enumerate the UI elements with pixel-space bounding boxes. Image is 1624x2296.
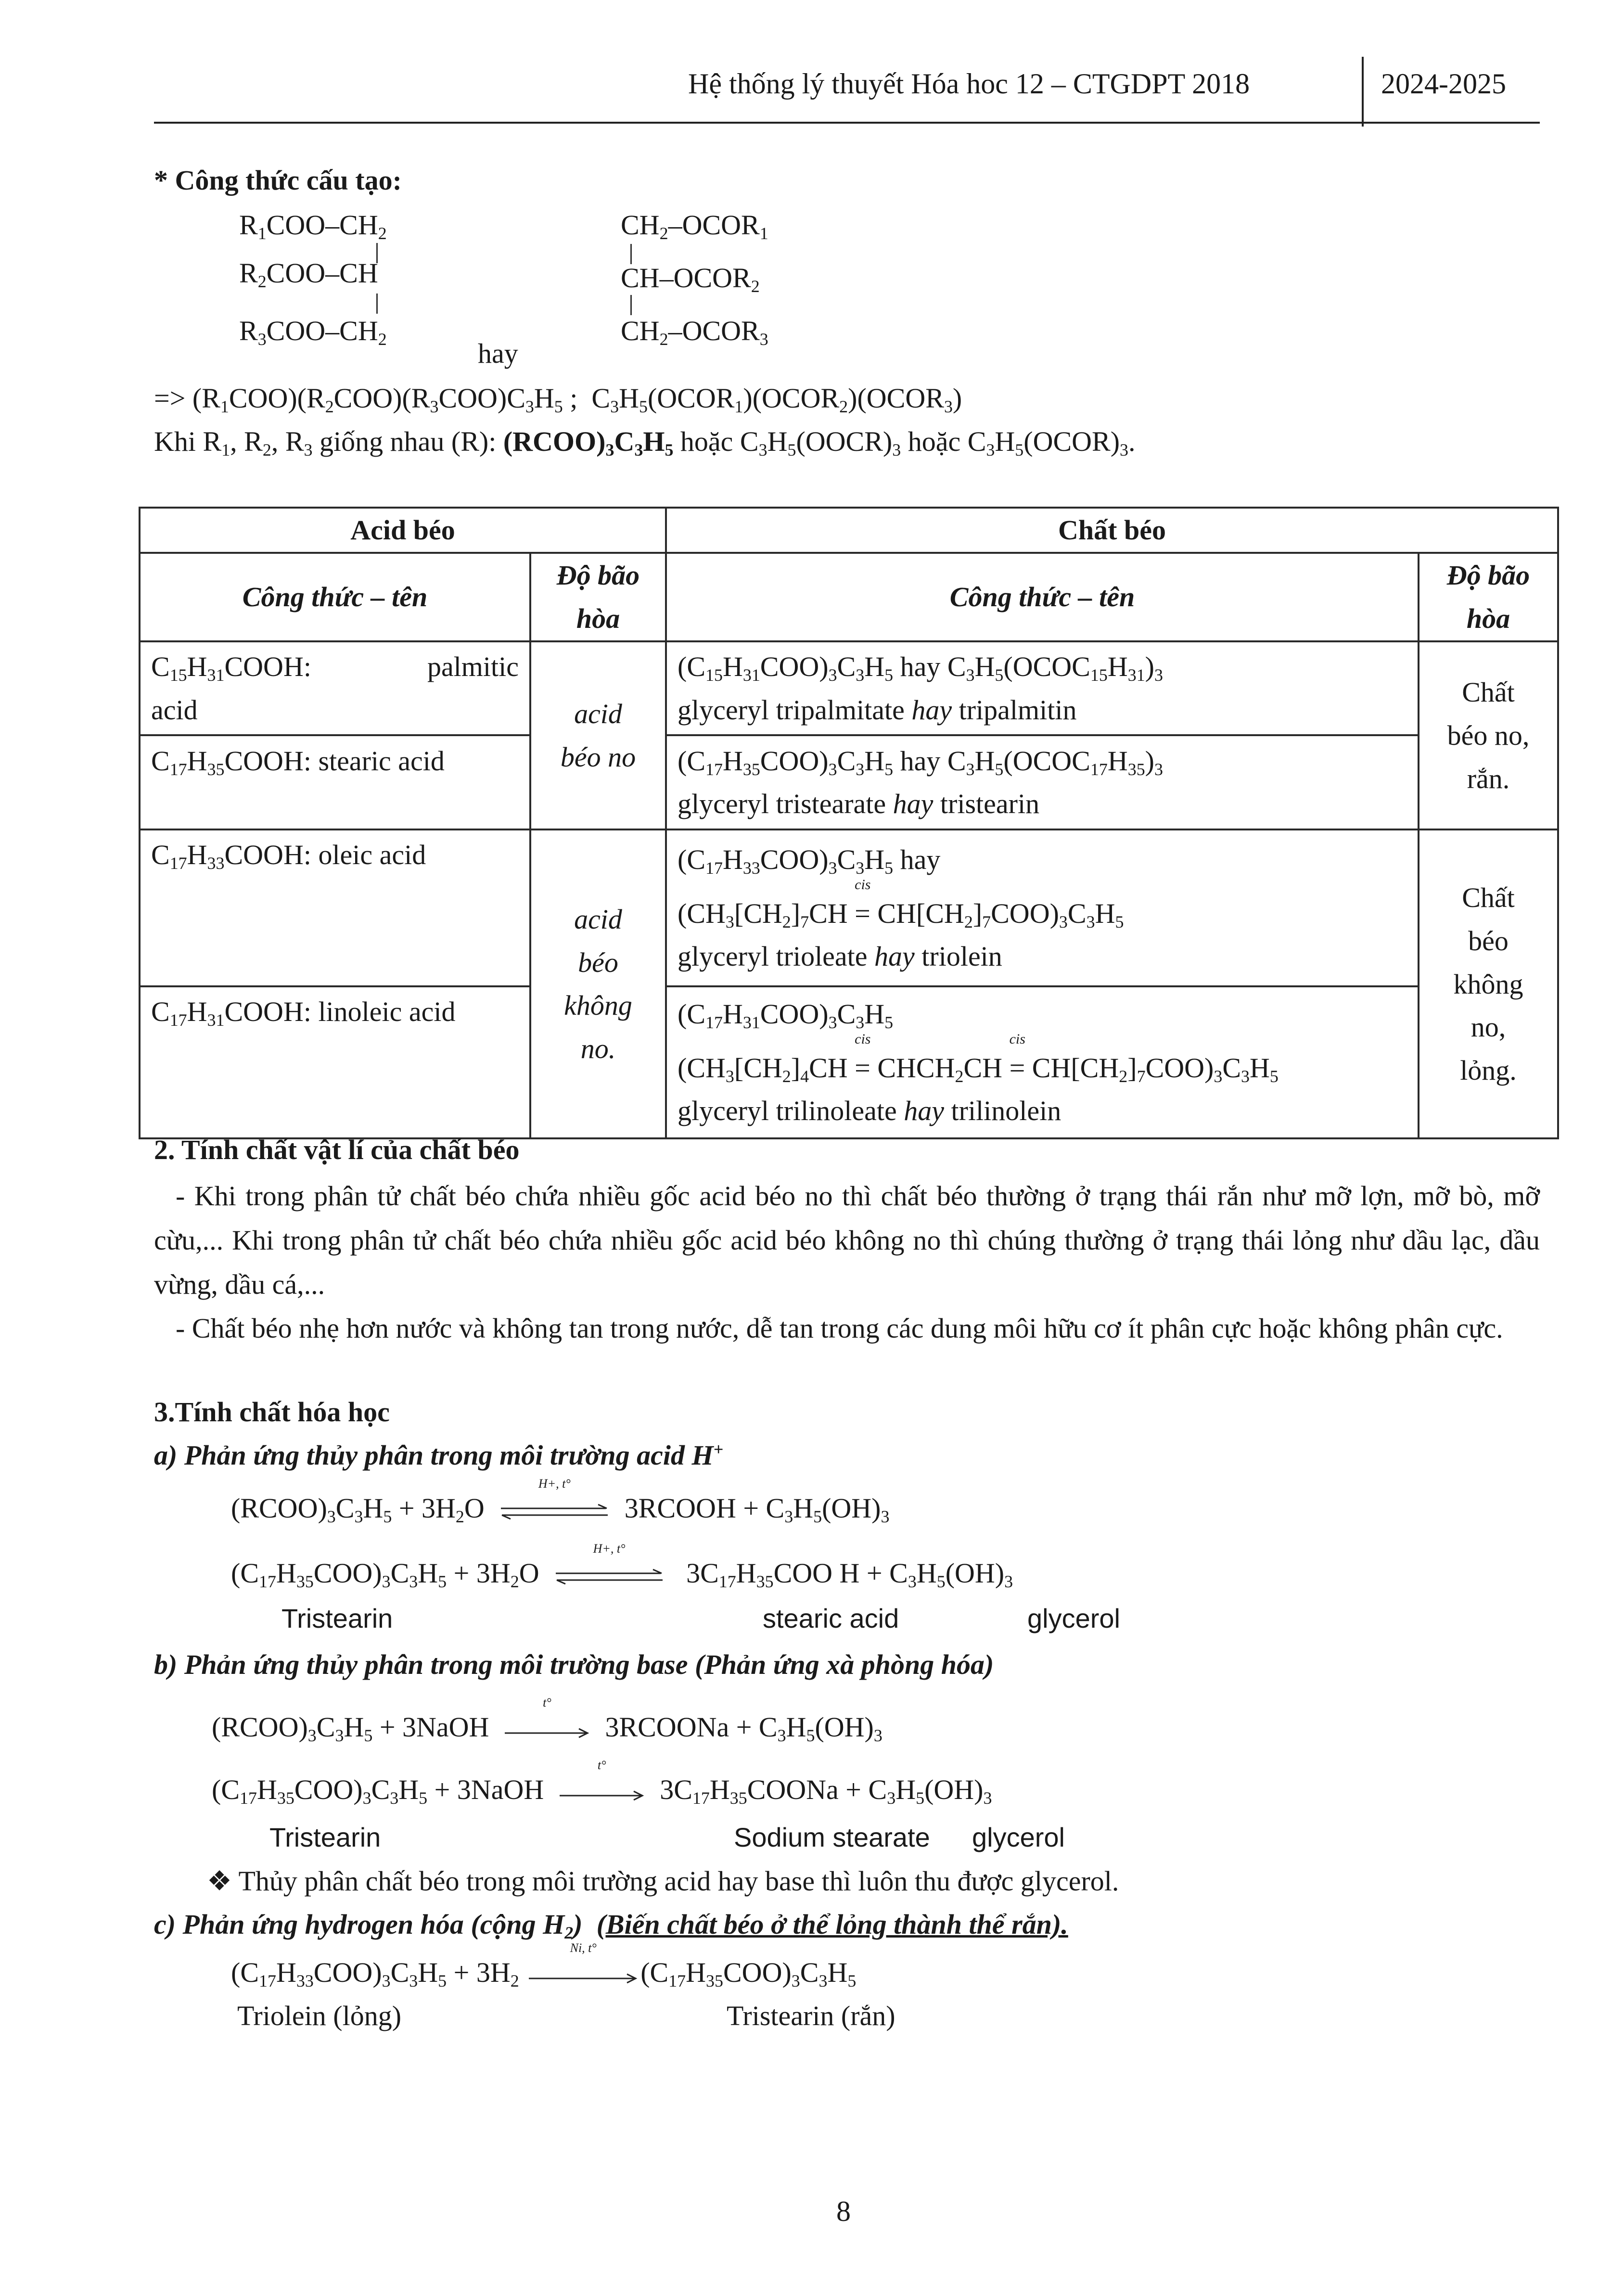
reaction-a2: $(C_{17}H_{35}COO)_3C_3H_5 + 3H_2O$ H+, t° $3C_{17}H_{35}COO$ $H + C_3H_5(OH)_3$ [231,1556,1013,1593]
structure-summary: => $(R_1COO)(R_2COO)(R_3COO)C_3H_5$ ; $C_3H_5(OCOR_1)(OCOR_2)(OCOR_3)$ [154,383,962,417]
col-saturation-fat: Độ bão hòa [1419,553,1558,641]
bond-line [376,293,378,314]
section2-paragraph-2: - Chất béo nhẹ hơn nước và không tan trong nước, dễ tan trong các dung môi hữu cơ ít phân cực hoặc không phân cực. [176,1313,1503,1344]
name-tristearin: Tristearin [281,1603,393,1633]
reaction-arrow: t° [559,1775,645,1810]
fat-tristearin: $(C_{17}H_{35}COO)_3C_3H_5$ hay $C_3H_5(OCOC_{17}H_{35})_3$ glyceryl tristearate hay tristearin [666,735,1419,829]
bond-line [630,295,632,315]
section2-heading: 2. Tính chất vật lí của chất béo [154,1134,520,1165]
name-tristearin-b: Tristearin [269,1822,381,1852]
col-formula-fat: Công thức – tên [666,553,1419,641]
name-stearic-acid: stearic acid [763,1603,899,1633]
equilibrium-arrow: H+, t° [499,1494,610,1528]
fat-unsaturated-label: Chất béo không no, lỏng. [1419,829,1558,1138]
structure-left-row-2: $R_2COO-CH$ [239,257,378,292]
header-title: Hệ thống lý thuyết Hóa hoc 12 – CTGDPT 2018 [688,68,1250,100]
reaction-a1: $(RCOO)_3C_3H_5 + 3H_2O$ H+, t° 3RCOOH + $C_3H_5(OH)_3$ [231,1492,889,1528]
reaction-b2: $(C_{17}H_{35}COO)_3C_3H_5$ + 3NaOH t° $3C_{17}H_{35}COONa + C_3H_5(OH)_3$ [212,1773,992,1810]
fat-trilinolein: $(C_{17}H_{31}COO)_3C_3H_5$ ($CH_3[CH_2]_4CH$ cis = $CHCH_2CH$ cis = $CH[CH_2]_7COO)_3C_3H_5$ glyceryl trilinoleate hay trilinolein [666,986,1419,1138]
structure-left-row-3: $R_3COO-CH_2$ [239,315,387,349]
section3c-note: (Biến chất béo ở thể lỏng thành thể rắn). [596,1909,1068,1940]
section3a-heading: a) Phản ứng thủy phân trong môi trường acid H+ [154,1440,724,1471]
structure-or-word: hay [478,338,518,369]
section3-heading: 3.Tính chất hóa học [154,1396,390,1428]
reaction-c: $(C_{17}H_{33}COO)_3C_3H_5 + 3H_2$ Ni, t° $(C_{17}H_{35}COO)_3C_3H_5$ [231,1956,856,1992]
reaction-b1: $(RCOO)_3C_3H_5$ + 3NaOH t° 3RCOONa + $C_3H_5(OH)_3$ [212,1710,882,1747]
acid-palmitic: $C_{15}H_{31}COOH$: palmitic acid [140,641,530,736]
acid-oleic: $C_{17}H_{33}COOH$: oleic acid [140,829,530,986]
name-tristearin-c: Tristearin (rắn) [727,2000,895,2031]
header-rule [154,122,1540,124]
acid-saturated-label: acid béo no [530,641,666,830]
structure-right-row-3: $CH_2-OCOR_3$ [621,315,768,349]
fat-triolein: $(C_{17}H_{33}COO)_3C_3H_5$ hay ($CH_3[CH_2]_7CH$ cis = $CH[CH_2]_7COO)_3C_3H_5$ glyceryl trioleate hay triolein [666,829,1419,986]
name-sodium-stearate: Sodium stearate [734,1822,930,1852]
acid-linoleic: $C_{17}H_{31}COOH$: linoleic acid [140,986,530,1138]
name-glycerol-b: glycerol [972,1822,1065,1852]
equilibrium-arrow: H+, t° [554,1559,665,1593]
reaction-arrow: t° [504,1713,590,1747]
name-glycerol: glycerol [1027,1603,1120,1633]
acid-unsaturated-label: acid béo không no. [530,829,666,1138]
glycerol-note: ❖ Thủy phân chất béo trong môi trường acid hay base thì luôn thu được glycerol. [207,1865,1119,1897]
table-head-fat: Chất béo [666,508,1558,553]
header-separator [1362,57,1364,127]
header-year: 2024-2025 [1381,68,1506,100]
section3b-heading: b) Phản ứng thủy phân trong môi trường base (Phản ứng xà phòng hóa) [154,1649,994,1680]
structure-same-r: Khi $R_1$, $R_2$, $R_3$ giống nhau (R): $(RCOO)_3C_3H_5$ hoặc $C_3H_5(OOCR)_3$ hoặc $C_3H_5(OCOR)_3$. [154,426,1136,460]
fatty-acid-table [139,507,1559,1139]
structure-right-row-2: $CH-OCOR_2$ [621,262,760,296]
table-head-acid: Acid béo [140,508,666,553]
page-number: 8 [836,2195,851,2227]
section2-paragraph-1: - Khi trong phân tử chất béo chứa nhiều gốc acid béo no thì chất béo thường ở trạng thái rắn như mỡ lợn, mỡ bò, mỡ cừu,... Khi trong phân tử chất béo chứa nhiều gốc acid béo không no thì chúng thường ở trạng thái lỏng như dầu lạc, dầu vừng, dầu cá,... [154,1180,1540,1300]
col-formula-acid: Công thức – tên [140,553,530,641]
structure-left-row-1: $R_1COO-CH_2$ [239,209,387,243]
reaction-arrow: Ni, t° [528,1958,639,1992]
col-saturation-acid: Độ bão hòa [530,553,666,641]
acid-stearic: $C_{17}H_{35}COOH$: stearic acid [140,735,530,829]
structure-heading: * Công thức cấu tạo: [154,165,402,196]
structure-right-row-1: $CH_2-OCOR_1$ [621,209,768,243]
fat-tripalmitin: $(C_{15}H_{31}COO)_3C_3H_5$ hay $C_3H_5(OCOC_{15}H_{31})_3$ glyceryl tripalmitate hay tripalmitin [666,641,1419,736]
name-triolein: Triolein (lỏng) [237,2000,402,2031]
fat-saturated-label: Chất béo no, rắn. [1419,641,1558,830]
section3c-heading-line: c) Phản ứng hydrogen hóa (cộng $H_2$) (Biến chất béo ở thể lỏng thành thể rắn). [154,1909,1068,1943]
